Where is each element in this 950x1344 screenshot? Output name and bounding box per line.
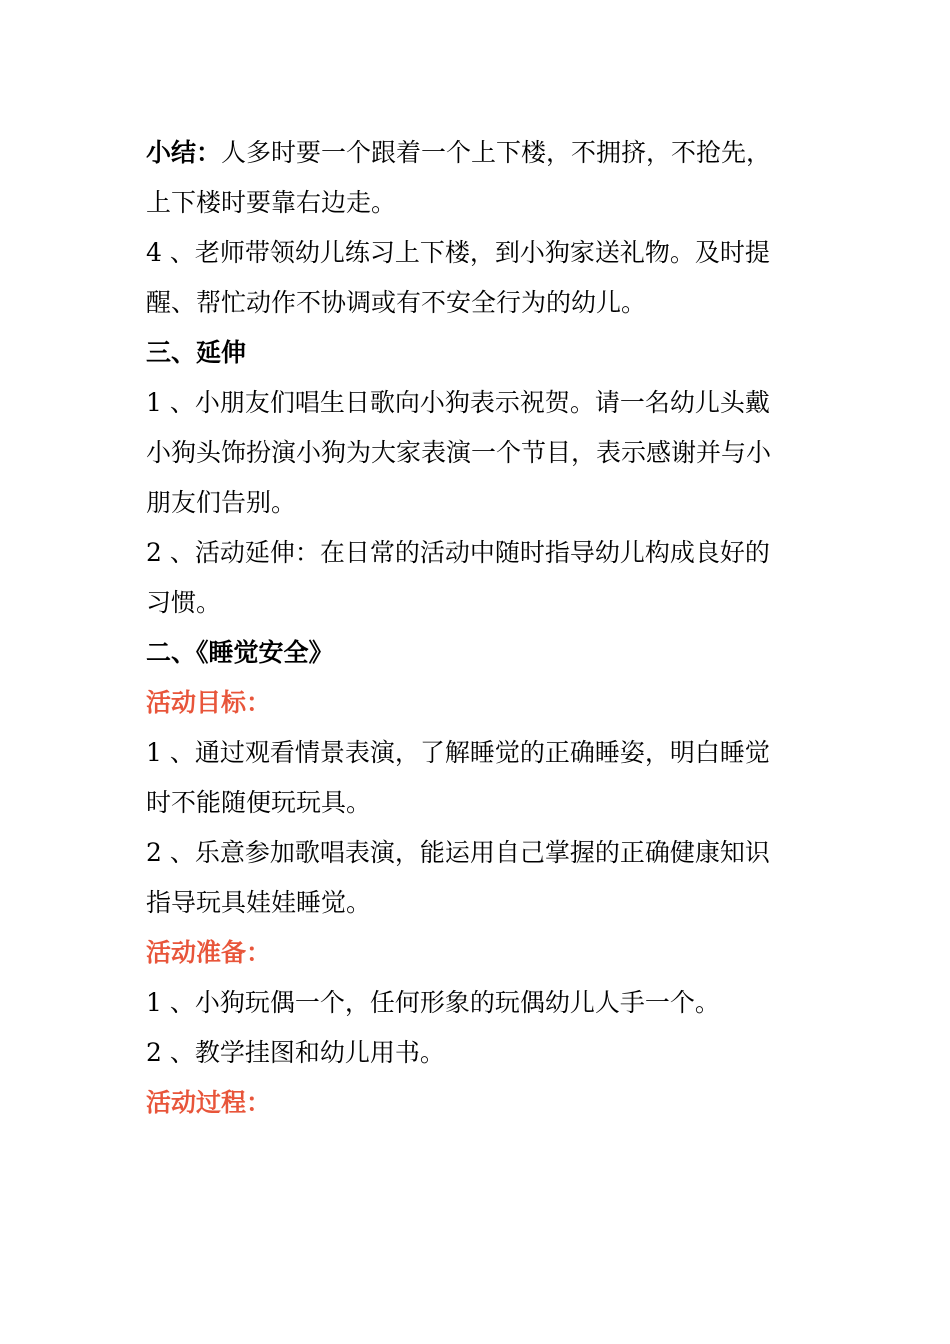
prep-heading: 活动准备： [146, 938, 272, 967]
prep-item-1: 1 、小狗玩偶一个，任何形象的玩偶幼儿人手一个。 [146, 988, 720, 1017]
goal1-line-2: 时不能随便玩玩具。 [146, 788, 372, 817]
extension-item1-line-3: 朋友们告别。 [146, 488, 297, 517]
extension-item1-line-2: 小狗头饰扮演小狗为大家表演一个节目，表示感谢并与小 [146, 438, 772, 467]
extension-heading: 三、延伸 [146, 338, 247, 367]
document-body [146, 128, 796, 1128]
process-heading: 活动过程： [146, 1088, 272, 1117]
lesson2-heading: 二、《睡觉安全》 [146, 638, 334, 667]
extension-item1-line-1: 1 、小朋友们唱生日歌向小狗表示祝贺。请一名幼儿头戴 [146, 388, 770, 417]
prep-item-2: 2 、教学挂图和幼儿用书。 [146, 1038, 445, 1067]
summary-label: 小结： [146, 138, 222, 167]
summary-line-2: 上下楼时要靠右边走。 [146, 188, 397, 217]
goal1-line-1: 1 、通过观看情景表演，了解睡觉的正确睡姿，明白睡觉 [146, 738, 770, 767]
goal2-line-2: 指导玩具娃娃睡觉。 [146, 888, 372, 917]
extension-item2-line-2: 习惯。 [146, 588, 222, 617]
goal2-line-1: 2 、乐意参加歌唱表演，能运用自己掌握的正确健康知识 [146, 838, 770, 867]
summary-line-1 [146, 128, 796, 178]
goals-heading: 活动目标： [146, 688, 272, 717]
extension-item2-line-1: 2 、活动延伸：在日常的活动中随时指导幼儿构成良好的 [146, 538, 770, 567]
step4-line-2: 醒、帮忙动作不协调或有不安全行为的幼儿。 [146, 288, 647, 317]
summary-text: 人多时要一个跟着一个上下楼，不拥挤，不抢先， [221, 138, 772, 167]
step4-line-1: 4 、老师带领幼儿练习上下楼，到小狗家送礼物。及时提 [146, 238, 770, 267]
